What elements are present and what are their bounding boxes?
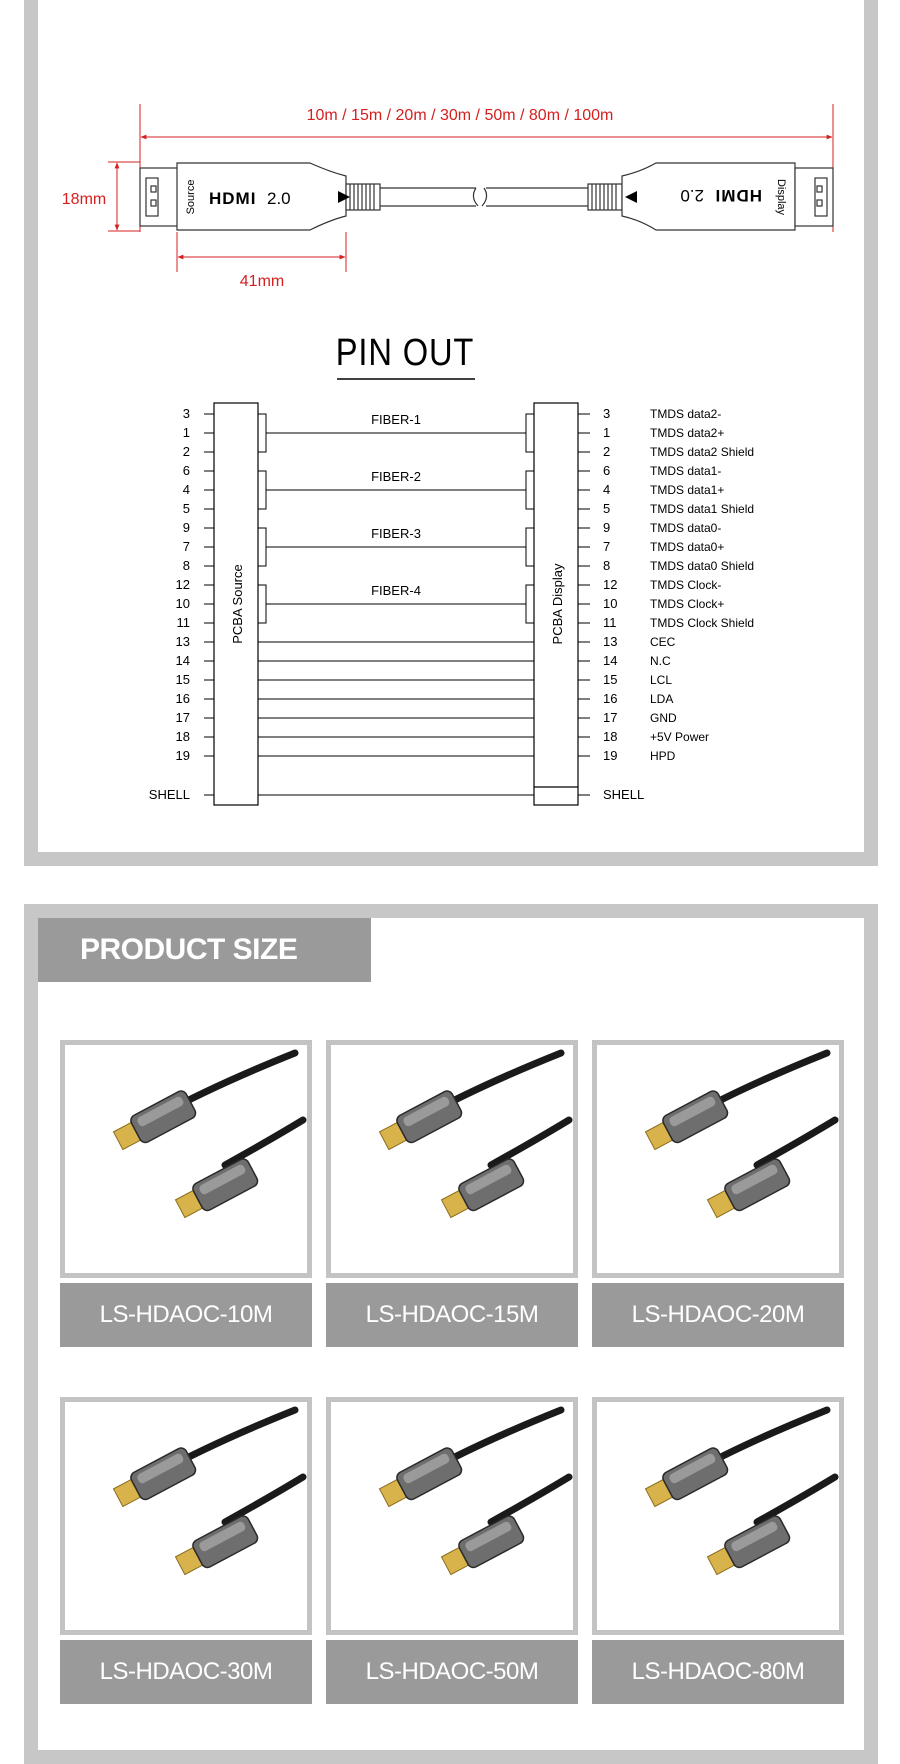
shell-left-label: SHELL	[148, 787, 190, 802]
pin-number-right: 13	[603, 634, 618, 649]
diagram-svg	[0, 0, 900, 880]
cable-body	[380, 188, 588, 206]
source-label: Source	[185, 179, 197, 215]
pin-row	[183, 501, 754, 516]
hdmi-cable-icon	[597, 1045, 839, 1273]
pin-number-left: 1	[182, 425, 190, 440]
pin-number-right: 1	[603, 425, 611, 440]
pin-signal-name: LCL	[650, 673, 673, 687]
hdmi-version-right: 2.0	[680, 186, 704, 205]
height-dimension-text: 18mm	[61, 191, 107, 208]
pin-number-left: 3	[182, 406, 190, 421]
hdmi-logo-left: HDMI	[209, 189, 257, 208]
pin-signal-name: TMDS data1-	[650, 464, 722, 478]
product-photo	[60, 1040, 312, 1278]
cable-dimension-diagram	[62, 104, 833, 290]
pin-number-left: 19	[175, 748, 190, 763]
pin-number-right: 14	[603, 653, 618, 668]
pin-number-left: 14	[175, 653, 190, 668]
product-photo	[60, 1397, 312, 1635]
product-photo	[592, 1397, 844, 1635]
pin-number-right: 4	[603, 482, 611, 497]
pin-number-right: 5	[603, 501, 611, 516]
pin-number-left: 17	[175, 710, 190, 725]
pin-number-left: 9	[182, 520, 190, 535]
product-model-label: LS-HDAOC-80M	[592, 1640, 844, 1704]
pin-number-left: 7	[182, 539, 190, 554]
pin-signal-name: TMDS data1 Shield	[650, 502, 755, 516]
hdmi-cable-icon	[65, 1402, 307, 1630]
pin-number-left: 8	[182, 558, 190, 573]
pin-number-left: 13	[175, 634, 190, 649]
pin-signal-name: +5V Power	[650, 730, 710, 744]
pin-number-left: 10	[175, 596, 190, 611]
pin-signal-name: TMDS data0-	[650, 521, 722, 535]
pin-signal-name: LDA	[650, 692, 674, 706]
pin-signal-name: N.C	[650, 654, 671, 668]
pin-signal-name: TMDS data1+	[650, 483, 725, 497]
hdmi-logo-right: HDMI	[714, 186, 762, 205]
pin-number-left: 2	[182, 444, 190, 459]
pin-row	[183, 444, 754, 459]
product-photo	[326, 1397, 578, 1635]
source-board-label: PCBA Source	[230, 564, 245, 644]
pin-number-left: 16	[175, 691, 190, 706]
fiber-link	[258, 526, 534, 566]
pin-signal-name: TMDS Clock-	[650, 578, 722, 592]
pin-number-right: 6	[603, 463, 611, 478]
pin-number-right: 2	[603, 444, 611, 459]
display-connector	[588, 163, 833, 230]
hdmi-cable-icon	[331, 1045, 573, 1273]
pinout-title: PIN OUT	[335, 330, 475, 374]
pin-signal-name: HPD	[650, 749, 676, 763]
fiber-label: FIBER-1	[371, 412, 421, 427]
pin-number-right: 16	[603, 691, 618, 706]
display-board-label: PCBA Display	[550, 563, 565, 645]
pin-number-right: 18	[603, 729, 618, 744]
pin-signal-name: CEC	[650, 635, 676, 649]
pin-number-left: 12	[175, 577, 190, 592]
fiber-link	[258, 583, 534, 623]
hdmi-cable-icon	[597, 1402, 839, 1630]
shell-right-label: SHELL	[603, 787, 645, 802]
pin-number-right: 9	[603, 520, 611, 535]
length-options-text: 10m / 15m / 20m / 30m / 50m / 80m / 100m	[306, 107, 614, 124]
pin-row	[183, 558, 754, 573]
source-connector	[140, 163, 380, 230]
hdmi-version-left: 2.0	[267, 189, 291, 208]
pin-number-right: 12	[603, 577, 618, 592]
fiber-link	[258, 412, 534, 452]
pin-number-left: 11	[176, 615, 190, 630]
pin-number-right: 3	[603, 406, 611, 421]
pin-number-left: 5	[182, 501, 190, 516]
product-model-label: LS-HDAOC-50M	[326, 1640, 578, 1704]
product-model-label: LS-HDAOC-15M	[326, 1283, 578, 1347]
fiber-label: FIBER-4	[371, 583, 421, 598]
pin-number-right: 10	[603, 596, 618, 611]
pin-signal-name: TMDS Clock+	[650, 597, 725, 611]
pin-signal-name: TMDS Clock Shield	[650, 616, 755, 630]
product-size-title: PRODUCT SIZE	[80, 933, 298, 966]
pin-number-left: 15	[175, 672, 190, 687]
width-dimension-text: 41mm	[239, 273, 285, 290]
product-model-label: LS-HDAOC-10M	[60, 1283, 312, 1347]
pin-number-left: 4	[182, 482, 190, 497]
pin-number-right: 19	[603, 748, 618, 763]
pin-number-right: 8	[603, 558, 611, 573]
hdmi-cable-icon	[65, 1045, 307, 1273]
pin-signal-name: TMDS data0 Shield	[650, 559, 755, 573]
pin-number-right: 15	[603, 672, 618, 687]
pin-signal-name: TMDS data2+	[650, 426, 725, 440]
display-label: Display	[775, 178, 787, 216]
pin-number-right: 7	[603, 539, 611, 554]
fiber-link	[258, 469, 534, 509]
product-model-label: LS-HDAOC-30M	[60, 1640, 312, 1704]
pin-number-left: 18	[175, 729, 190, 744]
pin-number-right: 17	[603, 710, 618, 725]
fiber-label: FIBER-3	[371, 526, 421, 541]
pin-signal-name: TMDS data0+	[650, 540, 725, 554]
fiber-links	[258, 412, 534, 623]
product-photo	[592, 1040, 844, 1278]
pin-signal-name: GND	[650, 711, 677, 725]
pin-signal-name: TMDS data2 Shield	[650, 445, 755, 459]
pin-number-right: 11	[603, 615, 617, 630]
hdmi-cable-icon	[331, 1402, 573, 1630]
pin-number-left: 6	[182, 463, 190, 478]
pin-signal-name: TMDS data2-	[650, 407, 722, 421]
fiber-label: FIBER-2	[371, 469, 421, 484]
product-model-label: LS-HDAOC-20M	[592, 1283, 844, 1347]
product-photo	[326, 1040, 578, 1278]
